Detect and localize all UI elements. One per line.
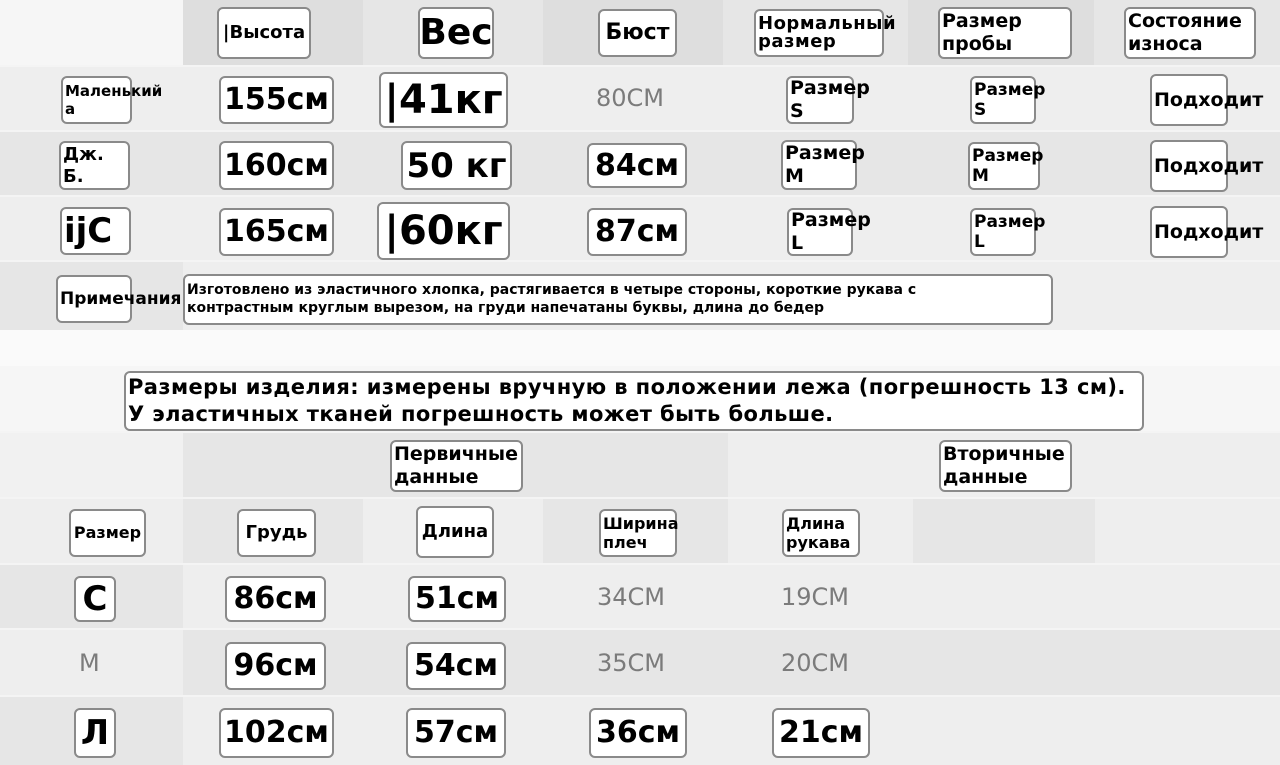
length-value: 57см bbox=[406, 708, 506, 758]
length-value: 54см bbox=[406, 642, 506, 690]
normal-size-value: Размер S bbox=[786, 76, 854, 124]
height-value: 160см bbox=[219, 141, 334, 190]
header-bust: Бюст bbox=[598, 9, 677, 57]
sleeve-value: 21см bbox=[772, 708, 870, 758]
header-sample-size: Размер пробы bbox=[938, 7, 1072, 59]
chest-value: 96см bbox=[225, 642, 326, 690]
sleeve-value: 19CM bbox=[781, 583, 850, 611]
grid-cell bbox=[183, 132, 1280, 195]
grid-cell bbox=[913, 499, 1095, 563]
grid-cell bbox=[183, 630, 1280, 695]
header-size: Размер bbox=[69, 509, 146, 557]
length-value: 51см bbox=[408, 576, 506, 622]
secondary-data-header: Вторичные данные bbox=[939, 440, 1072, 492]
row-label: ijC bbox=[60, 207, 131, 255]
header-length: Длина bbox=[416, 506, 494, 558]
chest-value: 86см bbox=[225, 576, 326, 622]
wear-value: Подходит bbox=[1150, 140, 1228, 192]
header-wear-state: Состояние износа bbox=[1124, 7, 1256, 59]
wear-value: Подходит bbox=[1150, 74, 1228, 126]
row-label: Маленький а bbox=[61, 76, 132, 124]
size-value: M bbox=[79, 649, 100, 677]
shoulder-value: 36см bbox=[589, 708, 687, 758]
size-value: С bbox=[74, 576, 116, 622]
primary-data-header: Первичные данные bbox=[390, 440, 523, 492]
normal-size-value: Размер M bbox=[781, 140, 857, 190]
height-value: 155см bbox=[219, 76, 334, 124]
weight-value: 50 кг bbox=[401, 141, 512, 190]
grid-cell bbox=[0, 433, 183, 497]
notes-label: Примечания bbox=[56, 275, 132, 323]
size-value: Л bbox=[74, 708, 116, 758]
grid-cell bbox=[183, 697, 1280, 765]
notes-text: Изготовлено из эластичного хлопка, растягивается в четыре стороны, короткие рукава с контрастным круглым вырезом, на груди напечатаны буквы, длина до бедер bbox=[183, 274, 1053, 325]
header-weight: Вес bbox=[418, 7, 494, 59]
row-label: Дж. Б. bbox=[59, 141, 130, 190]
grid-cell bbox=[183, 67, 1280, 130]
header-chest: Грудь bbox=[237, 509, 316, 557]
normal-size-value: Размер L bbox=[787, 208, 853, 256]
grid-cell bbox=[0, 0, 183, 65]
weight-value: |60кг bbox=[377, 202, 510, 260]
grid-cell bbox=[1095, 499, 1280, 563]
sample-size-value: Размер M bbox=[968, 142, 1040, 190]
header-shoulder: Ширина плеч bbox=[599, 509, 677, 557]
header-normal-size: Нормальный размер bbox=[754, 9, 884, 57]
wear-value: Подходит bbox=[1150, 206, 1228, 258]
weight-value: |41кг bbox=[379, 72, 508, 128]
measurement-banner: Размеры изделия: измерены вручную в положении лежа (погрешность 13 см). У эластичных тканей погрешность может быть больше. bbox=[124, 371, 1144, 431]
bust-value: 80CM bbox=[596, 84, 665, 112]
bust-value: 84см bbox=[587, 143, 687, 188]
sleeve-value: 20CM bbox=[781, 649, 850, 677]
shoulder-value: 34CM bbox=[597, 583, 666, 611]
height-value: 165см bbox=[219, 208, 334, 256]
grid-cell bbox=[183, 565, 1280, 628]
header-sleeve: Длина рукава bbox=[782, 509, 860, 557]
chest-value: 102см bbox=[219, 708, 334, 758]
section-gap bbox=[0, 330, 1280, 366]
shoulder-value: 35CM bbox=[597, 649, 666, 677]
sample-size-value: Размер S bbox=[970, 76, 1036, 124]
header-height: |Высота bbox=[217, 7, 311, 59]
grid-cell bbox=[183, 197, 1280, 260]
sample-size-value: Размер L bbox=[970, 208, 1036, 256]
bust-value: 87см bbox=[587, 208, 687, 256]
